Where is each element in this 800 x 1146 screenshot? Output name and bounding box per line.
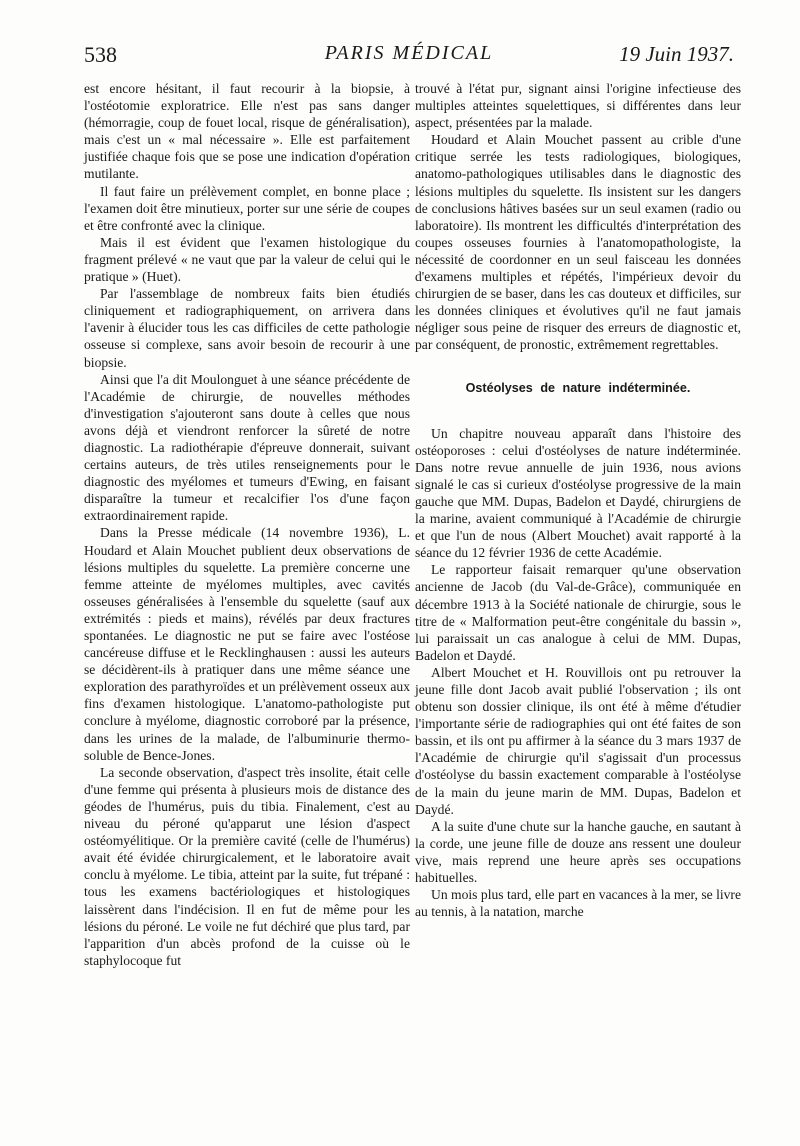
paragraph: Il faut faire un prélèvement complet, en bonne place ; l'examen doit être minutieux, porter sur une série de coupes et être confronté avec la clinique.: [84, 183, 410, 233]
paragraph: Albert Mouchet et H. Rouvillois ont pu retrouver la jeune fille dont Jacob avait publié l'observation ; ils ont obtenu son dossier clinique, ils ont été à même d'étudier l'importante série de radiographies qui ont été faites de son bassin, et ils ont pu affirmer à la séance du 3 mars 1937 de l'Académie de chirurgie qu'il s'agissait d'un processus d'ostéolyse du bassin exactement comparable à l'ostéolyse de la main du jeune marin de MM. Dupas, Badelon et Daydé.: [415, 664, 741, 817]
paragraph: est encore hésitant, il faut recourir à la biopsie, à l'ostéotomie exploratrice. Elle n'est pas sans danger (hémorragie, coup de fouet local, risque de généralisation), mais c'est un « mal nécessaire ». Elle est parfaitement justifiée chaque fois que se pose une indication d'opération mutilante.: [84, 81, 410, 182]
paragraph: Dans la Presse médicale (14 novembre 1936), L. Houdard et Alain Mouchet publient deux observations de lésions multiples du squelette. La première concerne une femme atteinte de myélomes multiples, avec cavités osseuses généralisées à l'ensemble du squelette (sauf aux extrémités : pieds et mains), révélés par deux fractures spontanées. Le diagnostic ne put se faire avec l'ostéose cancéreuse diffuse et le Recklinghausen : aussi les auteurs se décidèrent-ils à pratiquer dans une même séance une exploration des parathyroïdes et un prélèvement osseux aux fins d'examen histologique. L'anatomo-pathologiste put conclure à myélome, diagnostic corroboré par la présence, dans les urines de la malade, de l'albuminurie thermo-soluble de Bence-Jones.: [84, 525, 410, 763]
paragraph: Ainsi que l'a dit Moulonguet à une séance précédente de l'Académie de chirurgie, de nouvelles méthodes d'investigation s'ajouteront sans doute à celles que nous avons déjà et viendront renforcer la sûreté de notre diagnostic. La radiothérapie d'épreuve donnerait, suivant certains auteurs, de très utiles renseignements pour le diagnostic des myélomes et tumeurs d'Ewing, en faisant disparaître la tumeur et recalcifier l'os d'une façon extraordinairement rapide.: [84, 371, 410, 524]
paragraph: Un chapitre nouveau apparaît dans l'histoire des ostéoporoses : celui d'ostéolyses de nature indéterminée. Dans notre revue annuelle de juin 1936, nous avions signalé le cas si curieux d'ostéolyse progressive de la main gauche que MM. Dupas, Badelon et Daydé, chirurgiens de la marine, avaient communiqué à l'Académie de chirurgie et que l'un de nous (Albert Mouchet) avait rapporté à la séance du 12 février 1936 de cette Académie.: [415, 425, 741, 561]
left-column: [84, 80, 410, 969]
running-header: [84, 42, 734, 72]
paragraph: trouvé à l'état pur, signant ainsi l'origine infectieuse des multiples atteintes squelettiques, si différentes dans leur aspect, présentées par la malade.: [415, 81, 741, 131]
paragraph: Un mois plus tard, elle part en vacances à la mer, se livre au tennis, à la natation, marche: [415, 887, 741, 920]
paragraph: Par l'assemblage de nombreux faits bien étudiés cliniquement et radiographiquement, on arrivera dans l'avenir à élucider tous les cas difficiles de cette pathologie osseuse si complexe, sans avoir besoin de recourir à une biopsie.: [84, 286, 410, 370]
paragraph: La seconde observation, d'aspect très insolite, était celle d'une femme qui présenta à plusieurs mois de distance des géodes de l'humérus, puis du tibia. Finalement, c'est au niveau du péroné qu'apparut une lésion d'aspect ostéomyélitique. Or la première cavité (celle de l'humérus) avait été évidée chirurgicalement, et le laboratoire avait conclu à myélome. Le tibia, atteint par la suite, fut trépané : tous les examens bactériologiques et histologiques laissèrent dans l'indécision. Il en fut de même pour les lésions du péroné. Le voile ne fut déchiré que plus tard, par l'apparition d'un abcès profond de la cuisse où le staphylocoque fut: [84, 764, 410, 968]
section-heading: Ostéolyses de nature indéterminée.: [465, 380, 691, 395]
paragraph: Le rapporteur faisait remarquer qu'une observation ancienne de Jacob (du Val-de-Grâce), communiquée en décembre 1913 à la Société nationale de chirurgie, sous le titre de « Malformation peut-être congénitale du bassin », lui paraissait un cas analogue à celui de MM. Dupas, Badelon et Daydé.: [415, 562, 741, 663]
issue-date: 19 Juin 1937.: [619, 42, 734, 66]
page-number: 538: [84, 42, 117, 67]
paragraph: Houdard et Alain Mouchet passent au crible d'une critique serrée les tests radiologiques, biologiques, anatomo-pathologiques utilisables dans le diagnostic des lésions multiples du squelette. Ils insistent sur les dangers de conclusions hâtives basées sur un seul examen (radio ou laboratoire). Ils montrent les difficultés d'interprétation des coupes osseuses fournies à l'anatomopathologiste, la nécessité de coordonner en un seul faisceau les données d'examens multiples et répétés, l'impérieux devoir du chirurgien de se baser, dans les cas douteux et difficiles, sur les données cliniques et évolutives qu'il ne faut jamais négliger sous peine de risquer des erreurs de diagnostic et, par conséquent, de pronostic, extrêmement regrettables.: [415, 132, 741, 353]
journal-title: PARIS MÉDICAL: [324, 42, 494, 64]
right-column: [415, 80, 741, 920]
paragraph: Mais il est évident que l'examen histologique du fragment prélevé « ne vaut que par la valeur de celui qui le pratique » (Huet).: [84, 234, 410, 285]
paragraph: A la suite d'une chute sur la hanche gauche, en sautant à la corde, une jeune fille de douze ans ressent une douleur vive, mais reprend une heure après ses occupations habituelles.: [415, 818, 741, 886]
